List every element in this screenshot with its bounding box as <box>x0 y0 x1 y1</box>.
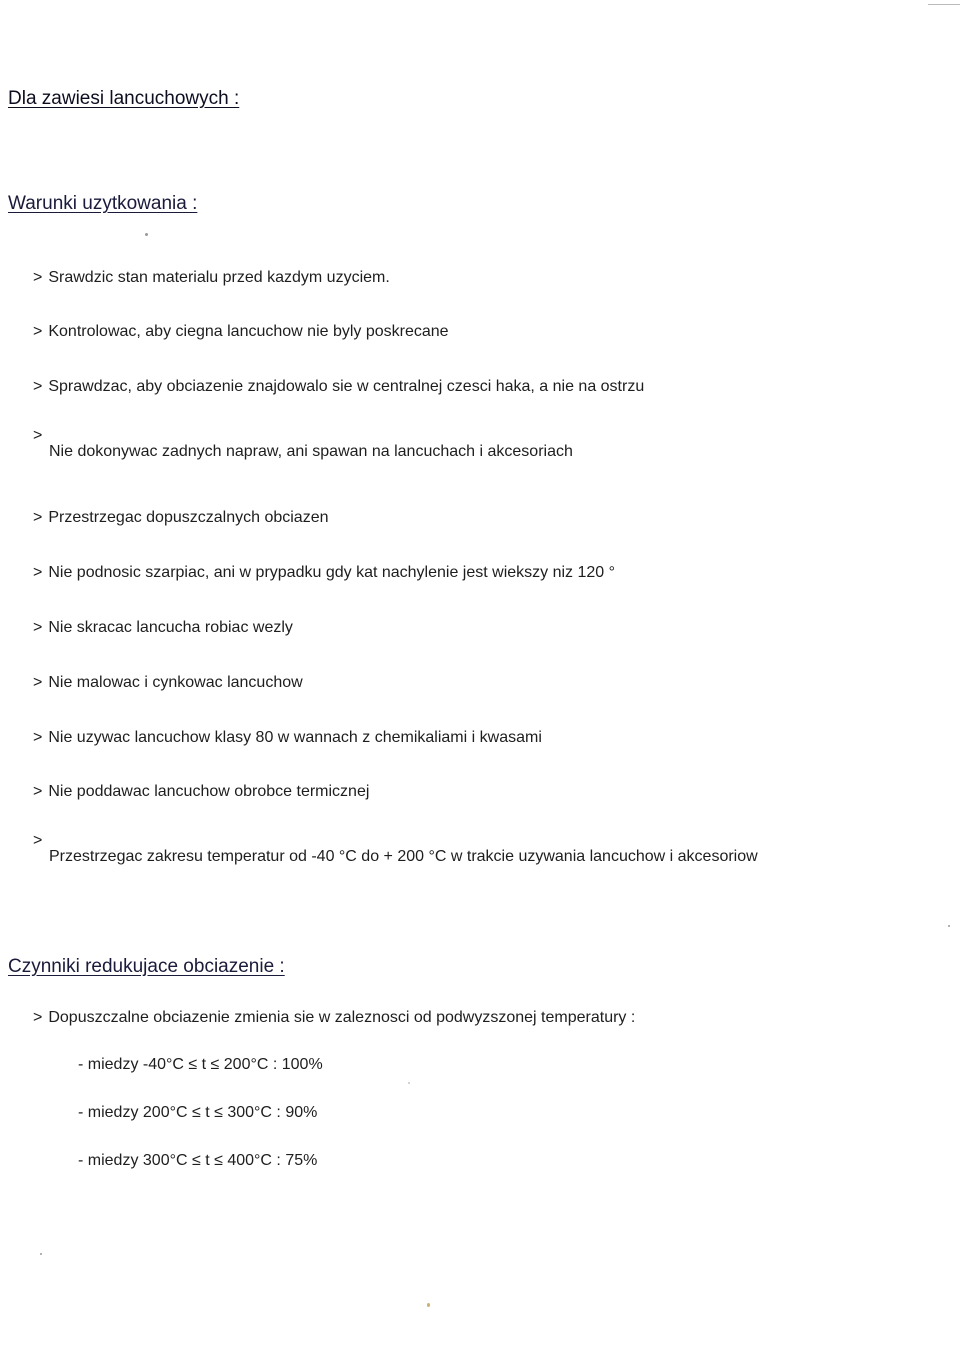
usage-item-text: Przestrzegac zakresu temperatur od -40 °C do + 200 °C w trakcie uzywania lancuchow i akcesoriow <box>49 848 758 865</box>
usage-item <box>33 377 644 397</box>
usage-item <box>33 728 542 748</box>
usage-item-text: Nie skracac lancucha robiac wezly <box>48 619 293 636</box>
bullet-marker: > <box>33 619 43 636</box>
usage-item-text: Kontrolowac, aby ciegna lancuchow nie byly poskrecane <box>48 323 449 340</box>
usage-item <box>33 673 303 693</box>
main-heading: Dla zawiesi lancuchowych : <box>8 88 240 109</box>
usage-item <box>33 508 329 528</box>
scan-speck <box>948 925 950 927</box>
usage-item <box>33 427 573 462</box>
usage-item-text: Nie uzywac lancuchow klasy 80 w wannach z chemikaliami i kwasami <box>48 729 542 746</box>
usage-item-text: Sprawdzac, aby obciazenie znajdowalo sie w centralnej czesci haka, a nie na ostrzu <box>48 378 645 395</box>
bullet-marker: > <box>33 1009 43 1026</box>
usage-item <box>33 782 369 802</box>
bullet-marker: > <box>33 564 43 581</box>
usage-item-text: Przestrzegac dopuszczalnych obciazen <box>48 509 329 526</box>
scan-speck <box>40 1253 42 1255</box>
bullet-marker: > <box>33 783 43 800</box>
temperature-range-item: - miedzy -40°C ≤ t ≤ 200°C : 100% <box>78 1056 323 1073</box>
temperature-range-item: - miedzy 200°C ≤ t ≤ 300°C : 90% <box>78 1104 318 1121</box>
usage-item-text: Srawdzic stan materialu przed kazdym uzyciem. <box>48 269 390 286</box>
usage-item-text: Nie podnosic szarpiac, ani w prypadku gdy kat nachylenie jest wiekszy niz 120 ° <box>48 564 616 581</box>
factors-intro-text: Dopuszczalne obciazenie zmienia sie w zaleznosci od podwyzszonej temperatury : <box>48 1009 636 1026</box>
bullet-marker: > <box>33 674 43 691</box>
scan-speck <box>427 1303 430 1307</box>
bullet-marker: > <box>33 729 43 746</box>
bullet-marker: > <box>33 427 43 444</box>
usage-item <box>33 268 390 288</box>
usage-item <box>33 322 449 342</box>
bullet-marker: > <box>33 378 43 395</box>
scan-edge-mark <box>928 4 960 5</box>
usage-item <box>33 832 758 867</box>
bullet-marker: > <box>33 509 43 526</box>
usage-heading: Warunki uzytkowania : <box>8 193 198 214</box>
usage-item <box>33 563 615 583</box>
bullet-marker: > <box>33 269 43 286</box>
usage-item <box>33 618 293 638</box>
bullet-marker: > <box>33 323 43 340</box>
factors-intro <box>33 1008 635 1028</box>
temperature-range-item: - miedzy 300°C ≤ t ≤ 400°C : 75% <box>78 1152 318 1169</box>
scan-speck <box>408 1082 410 1084</box>
factors-heading: Czynniki redukujace obciazenie : <box>8 956 285 977</box>
scan-speck <box>145 233 148 236</box>
usage-item-text: Nie poddawac lancuchow obrobce termicznej <box>48 783 370 800</box>
usage-item-text: Nie dokonywac zadnych napraw, ani spawan na lancuchach i akcesoriach <box>49 443 573 460</box>
usage-item-text: Nie malowac i cynkowac lancuchow <box>48 674 303 691</box>
bullet-marker: > <box>33 832 43 849</box>
